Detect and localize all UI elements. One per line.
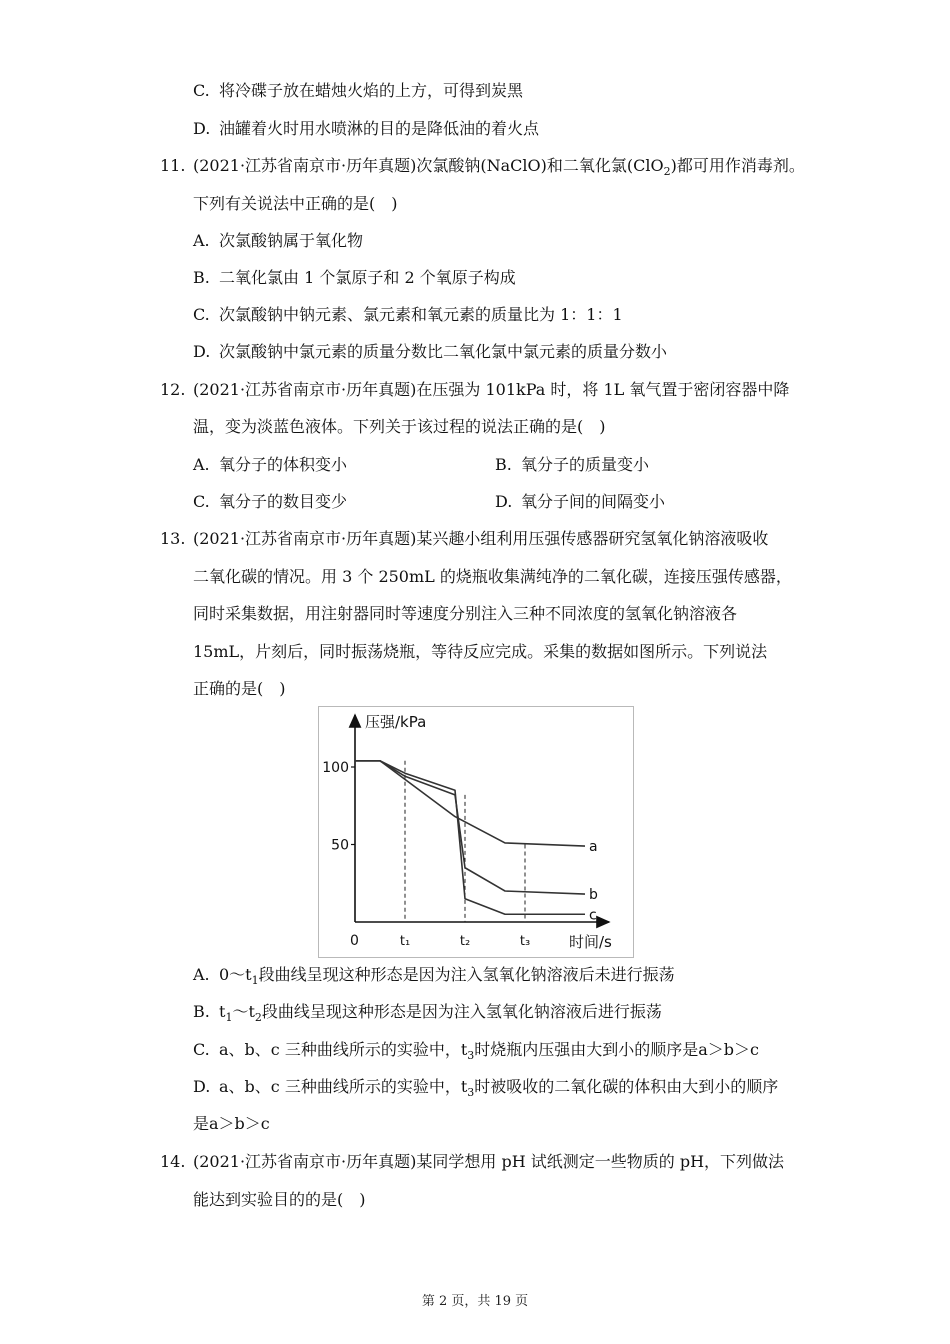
x-tick-label: t₃: [519, 934, 531, 949]
option-letter: C.: [193, 492, 210, 511]
q11-option-a: [193, 230, 363, 252]
series-label-c: c: [589, 907, 597, 924]
q13-option-b: [193, 1001, 662, 1029]
subscript: 3: [467, 1086, 475, 1099]
option-text: ～t: [232, 1002, 255, 1021]
option-letter: A.: [193, 965, 210, 984]
pressure-time-figure: [318, 706, 634, 958]
question-14-line-1: (2021·江苏省南京市·历年真题)某同学想用 pH 试纸测定一些物质的 pH，下列做法: [193, 1152, 785, 1171]
q12-option-a: [193, 454, 347, 476]
question-14-line-2: 能达到实验目的的是( ): [193, 1190, 366, 1209]
option-text: a、b、c 三种曲线所示的实验中，t: [219, 1077, 468, 1096]
question-number: 13.: [160, 529, 186, 548]
option-text: 次氯酸钠中钠元素、氯元素和氧元素的质量比为 1：1：1: [219, 305, 623, 324]
option-letter: C.: [193, 305, 210, 324]
subscript: 2: [663, 165, 671, 178]
question-13-line-5: 正确的是( ): [193, 679, 286, 698]
y-ticks: [322, 760, 355, 854]
option-letter: B.: [495, 455, 512, 474]
q11-option-d: [193, 341, 667, 363]
q11-option-b: [193, 267, 516, 289]
q13-option-c: [193, 1039, 759, 1067]
origin-label: 0: [350, 933, 359, 949]
option-letter: D.: [193, 342, 211, 361]
question-12-line-2: 温，变为淡蓝色液体。下列关于该过程的说法正确的是( ): [193, 417, 606, 436]
q11-text-a: (2021·江苏省南京市·历年真题)次氯酸钠(NaClO)和二氧化氯(ClO: [193, 156, 664, 175]
option-letter: D.: [495, 492, 513, 511]
x-ticks: [400, 761, 530, 949]
question-12-line-1: (2021·江苏省南京市·历年真题)在压强为 101kPa 时，将 1L 氧气置于密闭容器中降: [193, 380, 790, 399]
y-axis-label: 压强/kPa: [365, 713, 427, 731]
q12-option-c: [193, 491, 347, 513]
option-letter: D.: [193, 119, 211, 138]
question-13-line-4: 15mL，片刻后，同时振荡烧瓶，等待反应完成。采集的数据如图所示。下列说法: [193, 642, 768, 661]
option-text: 次氯酸钠属于氧化物: [219, 231, 364, 250]
q13-option-d-line-2: 是a＞b＞c: [193, 1114, 270, 1133]
option-text: 时被吸收的二氧化碳的体积由大到小的顺序: [474, 1077, 779, 1096]
y-tick-label: 100: [322, 760, 349, 776]
series-lines: [355, 761, 598, 923]
option-letter: A.: [193, 455, 210, 474]
option-letter: A.: [193, 231, 210, 250]
subscript: 1: [225, 1011, 233, 1024]
series-line-c: [355, 761, 585, 914]
option-text: 二氧化氯由 1 个氯原子和 2 个氧原子构成: [219, 268, 516, 287]
option-text: 氧分子的体积变小: [219, 455, 348, 474]
q12-option-d: [495, 491, 665, 513]
option-text: 氧分子的质量变小: [521, 455, 650, 474]
option-letter: C.: [193, 1040, 210, 1059]
option-text: 氧分子的数目变少: [219, 492, 348, 511]
page-footer: 第 2 页，共 19 页: [421, 1294, 529, 1309]
option-text: 油罐着火时用水喷淋的目的是降低油的着火点: [219, 119, 540, 138]
question-13-line-3: 同时采集数据，用注射器同时等速度分别注入三种不同浓度的氢氧化钠溶液各: [193, 604, 738, 623]
pressure-chart: [319, 707, 633, 957]
question-13-line-1: (2021·江苏省南京市·历年真题)某兴趣小组利用压强传感器研究氢氧化钠溶液吸收: [193, 529, 769, 548]
question-number: 14.: [160, 1152, 186, 1171]
question-11-line-1: [193, 155, 805, 183]
subscript: 2: [254, 1011, 262, 1024]
q11-option-c: [193, 304, 623, 326]
question-11-line-2: 下列有关说法中正确的是( ): [193, 194, 398, 213]
option-text: 段曲线呈现这种形态是因为注入氢氧化钠溶液后进行振荡: [261, 1002, 662, 1021]
option-text: 段曲线呈现这种形态是因为注入氢氧化钠溶液后未进行振荡: [258, 965, 675, 984]
option-letter: B.: [193, 268, 210, 287]
q13-option-a: [193, 964, 675, 992]
option-letter: C.: [193, 81, 210, 100]
series-line-b: [355, 761, 585, 894]
x-axis-label: 时间/s: [569, 933, 612, 951]
question-13-line-2: 二氧化碳的情况。用 3 个 250mL 的烧瓶收集满纯净的二氧化碳，连接压强传感器，: [193, 567, 792, 586]
question-number: 12.: [160, 380, 186, 399]
option-text: t: [219, 1002, 226, 1021]
x-tick-label: t₁: [399, 934, 411, 949]
option-text: 时烧瓶内压强由大到小的顺序是a＞b＞c: [474, 1040, 760, 1059]
series-line-a: [355, 761, 585, 846]
series-label-a: a: [589, 839, 598, 856]
subscript: 1: [251, 974, 259, 987]
q13-option-d: [193, 1076, 778, 1104]
prev-option-d: [193, 118, 539, 140]
y-tick-label: 50: [331, 837, 349, 854]
question-number: 11.: [160, 156, 186, 175]
prev-option-c: [193, 80, 523, 102]
option-text: 0～t: [219, 965, 252, 984]
series-label-b: b: [589, 887, 598, 904]
option-text: a、b、c 三种曲线所示的实验中，t: [219, 1040, 468, 1059]
option-letter: B.: [193, 1002, 210, 1021]
q12-option-b: [495, 454, 649, 476]
option-text: 氧分子间的间隔变小: [521, 492, 666, 511]
q11-text-b: )都可用作消毒剂。: [670, 156, 805, 175]
subscript: 3: [467, 1049, 475, 1062]
option-text: 将冷碟子放在蜡烛火焰的上方，可得到炭黑: [219, 81, 524, 100]
option-letter: D.: [193, 1077, 211, 1096]
x-tick-label: t₂: [459, 934, 471, 949]
option-text: 次氯酸钠中氯元素的质量分数比二氧化氯中氯元素的质量分数小: [219, 342, 668, 361]
